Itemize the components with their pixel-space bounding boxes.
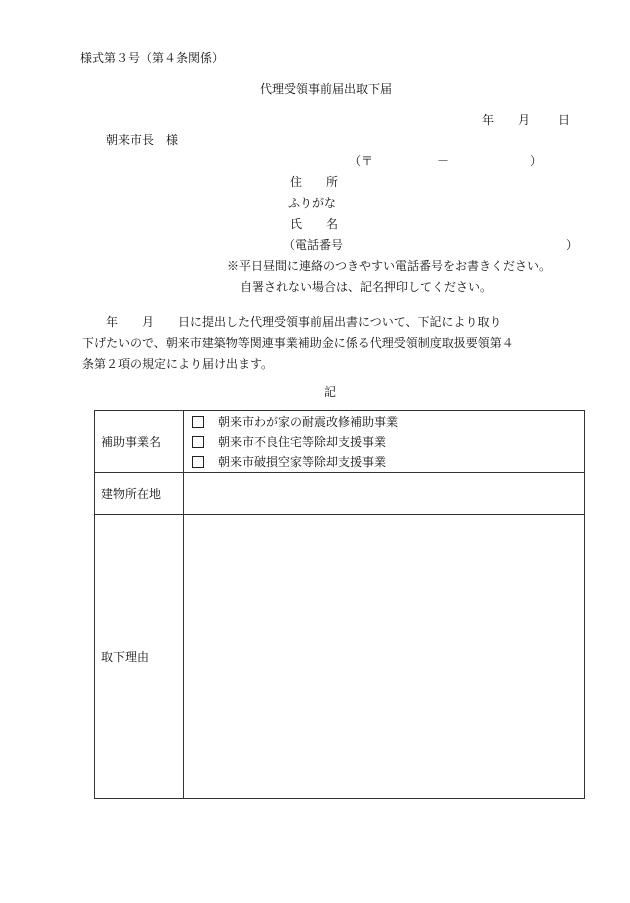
project-option-label: 朝来市不良住宅等除却支援事業 [218,435,387,449]
form-number: 様式第３号（第４条関係） [80,51,225,65]
reason-row [95,515,585,799]
checkbox-icon[interactable] [192,436,204,448]
body-paragraph [82,312,582,375]
checkbox-icon[interactable] [192,416,204,428]
body-line: 年 月 日に提出した代理受領事前届出書について、下記により取り [82,315,502,329]
postal-open: （〒 [349,154,374,168]
postal-close: ） [530,154,543,168]
phone-label: （電話番号 [283,238,344,252]
date-day: 日 [558,113,571,127]
project-option-label: 朝来市破損空家等除却支援事業 [218,455,387,469]
ki-heading: 記 [324,385,337,399]
checkbox-icon[interactable] [192,456,204,468]
project-row [95,411,585,473]
project-option[interactable] [184,412,584,432]
body-line: 下げたいので、朝来市建築物等関連事業補助金に係る代理受領制度取扱要領第４ [82,336,514,350]
location-field[interactable] [184,473,585,515]
body-line: 条第２項の規定により届け出ます。 [82,357,274,371]
name-label: 氏 名 [290,217,339,231]
location-label: 建物所在地 [95,473,184,515]
project-options [184,411,585,473]
seal-note: 自署されない場合は、記名押印してください。 [240,280,493,294]
phone-note: ※平日昼間に連絡のつきやすい電話番号をお書きください。 [227,259,552,273]
reason-field[interactable] [184,515,585,799]
furigana-label: ふりがな [288,196,337,210]
project-option[interactable] [184,432,584,452]
reason-label: 取下理由 [95,515,184,799]
document-title: 代理受領事前届出取下届 [260,82,393,96]
project-label: 補助事業名 [95,411,184,473]
location-row [95,473,585,515]
date-year: 年 [482,113,495,127]
withdrawal-table [94,410,585,799]
date-month: 月 [518,113,531,127]
phone-close: ） [566,238,579,252]
project-option-label: 朝来市わが家の耐震改修補助事業 [218,415,399,429]
addressee: 朝来市長 様 [106,133,179,147]
address-label: 住 所 [290,175,339,189]
postal-dash: － [437,154,450,168]
project-option[interactable] [184,452,584,472]
